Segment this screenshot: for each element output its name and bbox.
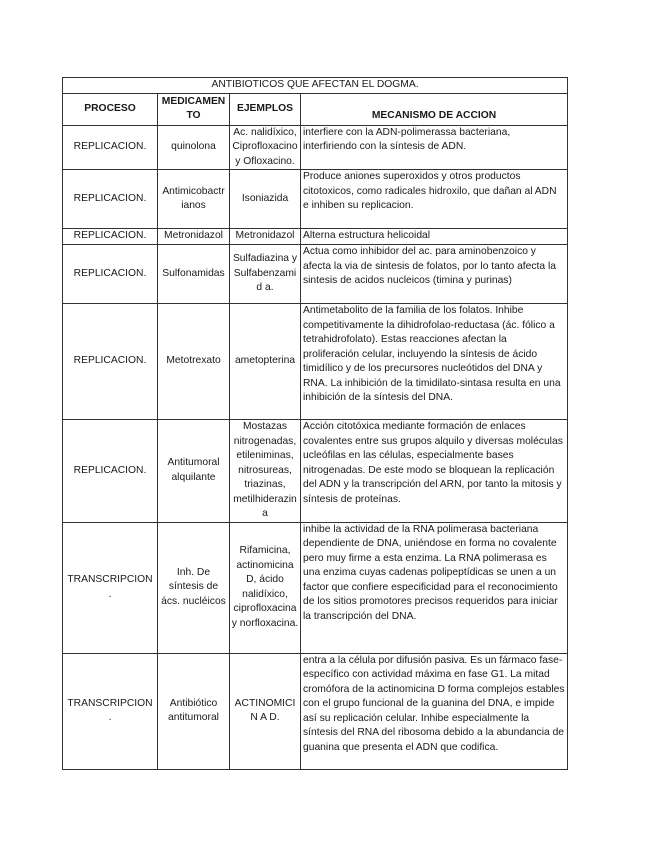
cell-proceso: REPLICACION. <box>63 304 158 420</box>
cell-mecanismo: Acción citotóxica mediante formación de enlaces covalentes entre sus grupos alquilo y diversas moléculas ucleófilas en las células, especialmente bases nitrogenadas. De este modo se bloquean la replicación del ADN y la transcripción del ARN, por tanto la mitosis y síntesis de proteínas. <box>301 420 568 523</box>
table-title: ANTIBIOTICOS QUE AFECTAN EL DOGMA. <box>63 78 568 94</box>
cell-mecanismo: Actua como inhibidor del ac. para aminobenzoico y afecta la via de sintesis de folatos, por lo tanto afecta la sintesis de acidos nucleicos (timina y purinas) <box>301 245 568 304</box>
cell-mecanismo: Produce aniones superoxidos y otros productos citotoxicos, como radicales hidroxilo, que dañan al ADN e inhiben su replicacion. <box>301 170 568 229</box>
header-ejemplos: EJEMPLOS <box>230 93 301 125</box>
cell-ejemplos: ACTINOMICIN A D. <box>230 653 301 769</box>
cell-mecanismo: Alterna estructura helicoidal <box>301 229 568 245</box>
table-row <box>63 170 568 229</box>
cell-mecanismo: entra a la célula por difusión pasiva. Es un fármaco fase-específico con actividad máxima en fase G1. La mitad cromófora de la actinomicina D forma complejos estables con el grupo funcional de la guanina del DNA, e impide así su replicación celular. Inhibe especialmente la síntesis del RNA del ribosoma debido a la abundancia de guanina que presenta el ADN que codifica. <box>301 653 568 769</box>
cell-mecanismo: Antimetabolito de la familia de los folatos. Inhibe competitivamente la dihidrofolao-reductasa (ác. fólico a tetrahidrofolato). Estas reacciones afectan la proliferación celular, incluyendo la síntesis de ácido timidílico y de los precursores nucleótidos del DNA y RNA. La inhibición de la timidilato-sintasa resulta en una inhibición de la síntesis del DNA. <box>301 304 568 420</box>
table-header-row <box>63 93 568 125</box>
cell-ejemplos: Metronidazol <box>230 229 301 245</box>
cell-ejemplos: Mostazas nitrogenadas, etileniminas, nitrosureas, triazinas, metilhiderazin a <box>230 420 301 523</box>
cell-ejemplos: ametopterina <box>230 304 301 420</box>
cell-medicamento: Metotrexato <box>158 304 230 420</box>
table-row <box>63 420 568 523</box>
cell-medicamento: Inh. De síntesis de ács. nucléicos <box>158 522 230 653</box>
cell-proceso: TRANSCRIPCION . <box>63 522 158 653</box>
cell-ejemplos: Ac. nalidíxico, Ciprofloxacino y Ofloxacino. <box>230 125 301 170</box>
cell-proceso: REPLICACION. <box>63 229 158 245</box>
cell-proceso: REPLICACION. <box>63 125 158 170</box>
table-row <box>63 304 568 420</box>
header-proceso: PROCESO <box>63 93 158 125</box>
cell-ejemplos: Rifamicina, actinomicina D, ácido nalidíxico, ciprofloxacina y norfloxacina. <box>230 522 301 653</box>
cell-mecanismo: interfiere con la ADN-polimerassa bacteriana, interfiriendo con la síntesis de ADN. <box>301 125 568 170</box>
table-row <box>63 653 568 769</box>
cell-mecanismo: inhibe la actividad de la RNA polimerasa bacteriana dependiente de DNA, uniéndose en forma no covalente pero muy firme a esta enzima. La RNA polimerasa es una enzima cuyas cadenas polipeptídicas se unen a un factor que confiere especificidad para el reconocimiento de los sitios promotores precisos requeridos para iniciar la transcripción del DNA. <box>301 522 568 653</box>
table-row <box>63 522 568 653</box>
cell-proceso: REPLICACION. <box>63 170 158 229</box>
cell-proceso: TRANSCRIPCION . <box>63 653 158 769</box>
cell-proceso: REPLICACION. <box>63 245 158 304</box>
table-row <box>63 229 568 245</box>
table-title-row <box>63 78 568 94</box>
cell-medicamento: quinolona <box>158 125 230 170</box>
cell-proceso: REPLICACION. <box>63 420 158 523</box>
cell-ejemplos: Isoniazida <box>230 170 301 229</box>
antibiotics-table <box>62 77 568 770</box>
header-medicamento: MEDICAMEN TO <box>158 93 230 125</box>
table-row <box>63 125 568 170</box>
cell-medicamento: Sulfonamidas <box>158 245 230 304</box>
cell-medicamento: Antibiótico antitumoral <box>158 653 230 769</box>
cell-medicamento: Metronidazol <box>158 229 230 245</box>
cell-ejemplos: Sulfadiazina y Sulfabenzamid a. <box>230 245 301 304</box>
cell-medicamento: Antitumoral alquilante <box>158 420 230 523</box>
header-mecanismo: MECANISMO DE ACCION <box>301 93 568 125</box>
table-row <box>63 245 568 304</box>
cell-medicamento: Antimicobactr ianos <box>158 170 230 229</box>
